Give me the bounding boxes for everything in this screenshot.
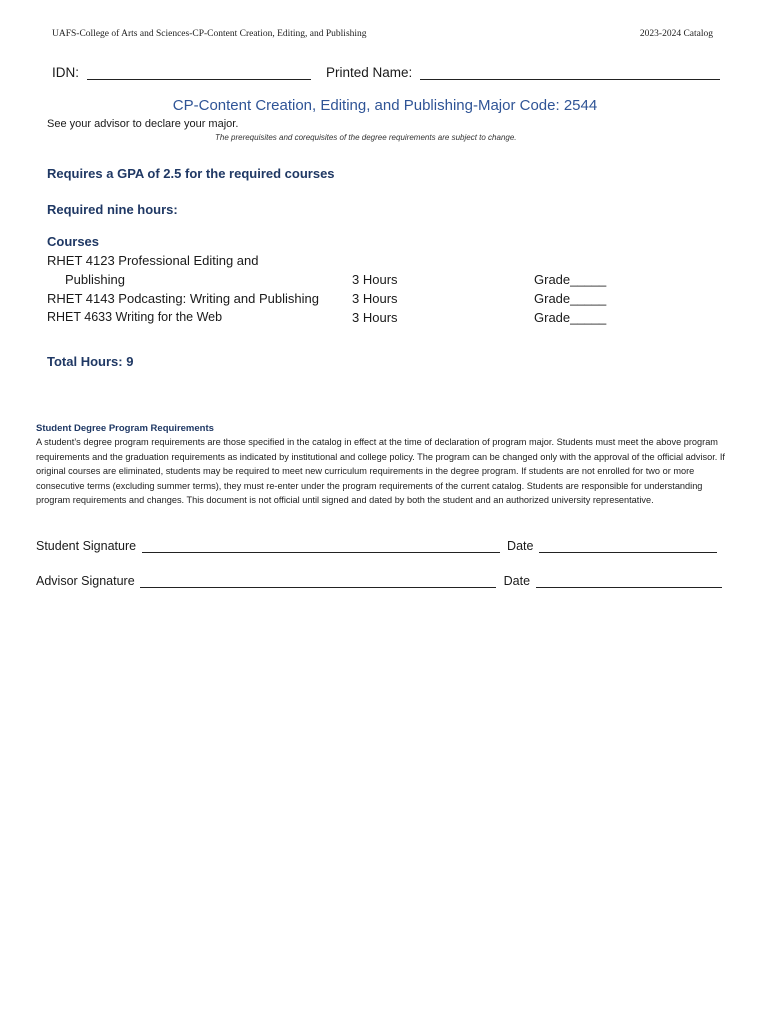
course-3-title: RHET 4633 Writing for the Web	[47, 310, 223, 324]
course-2-title: RHET 4143 Podcasting: Writing and Publishing	[47, 291, 319, 306]
courses-heading: Courses	[47, 234, 100, 249]
advisor-signature-field[interactable]	[140, 574, 496, 588]
printed-name-label: Printed Name:	[326, 65, 413, 80]
printed-name-row	[326, 65, 720, 80]
idn-row	[52, 65, 311, 80]
course-1-hours: 3 Hours	[352, 272, 398, 287]
prereq-note: The prerequisites and corequisites of the degree requirements are subject to change.	[215, 133, 517, 142]
advisor-date-label: Date	[503, 574, 531, 588]
header-program-name: UAFS-College of Arts and Sciences-CP-Content Creation, Editing, and Publishing	[52, 29, 367, 39]
printed-name-field[interactable]	[420, 66, 720, 80]
advisor-note: See your advisor to declare your major.	[47, 118, 239, 130]
advisor-date-field[interactable]	[536, 574, 722, 588]
student-signature-label: Student Signature	[36, 539, 137, 553]
idn-label: IDN:	[52, 65, 79, 80]
requirements-text: A student’s degree program requirements are those specified in the catalog in effect at the time of declaration of program major. Students must meet the above program requirements and the graduation requirements as indicated by institutional and college policy. The program can be changed only with the approval of the official advisor. If original courses are eliminated, students may be required to meet new curriculum requirements in the degree program. If students are not enrolled for two or more consecutive terms (excluding summer terms), they must re-enter under the program requirements of the current catalog. Students are responsible for understanding program requirements and changes. This document is not official until signed and dated by both the student and an authorized university representative.	[36, 437, 725, 505]
course-1-title: RHET 4123 Professional Editing and	[47, 253, 259, 268]
course-2-hours: 3 Hours	[352, 291, 398, 306]
course-3-hours: 3 Hours	[352, 310, 398, 325]
course-3-grade[interactable]: Grade_____	[534, 310, 607, 325]
required-hours-heading: Required nine hours:	[47, 202, 178, 217]
header-catalog-year: 2023-2024 Catalog	[639, 29, 713, 39]
requirements-heading: Student Degree Program Requirements	[36, 423, 214, 434]
student-date-field[interactable]	[539, 539, 717, 553]
page-title: CP-Content Creation, Editing, and Publishing-Major Code: 2544	[172, 97, 598, 114]
student-date-label: Date	[507, 539, 534, 553]
student-signature-row	[36, 539, 717, 553]
total-hours: Total Hours: 9	[47, 354, 134, 369]
idn-field[interactable]	[87, 66, 311, 80]
course-1-title-cont: Publishing	[65, 272, 125, 287]
student-signature-field[interactable]	[142, 539, 500, 553]
advisor-signature-label: Advisor Signature	[36, 574, 135, 588]
advisor-signature-row	[36, 574, 722, 588]
course-1-grade[interactable]: Grade_____	[534, 272, 607, 287]
gpa-requirement: Requires a GPA of 2.5 for the required courses	[47, 166, 335, 181]
course-2-grade[interactable]: Grade_____	[534, 291, 607, 306]
